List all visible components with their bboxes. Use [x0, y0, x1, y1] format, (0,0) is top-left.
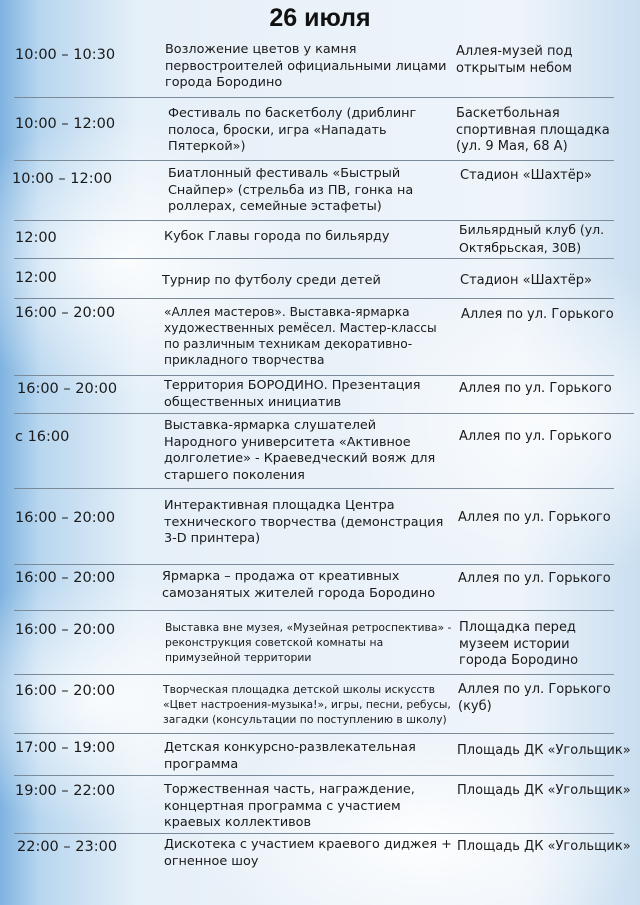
- event-location: Аллея по ул. Горького: [458, 571, 611, 586]
- row-divider: [14, 258, 614, 259]
- row-divider: [14, 610, 614, 611]
- event-time: 16:00 – 20:00: [15, 305, 116, 321]
- event-time: 16:00 – 20:00: [15, 622, 116, 638]
- row-divider: [14, 488, 614, 489]
- row-divider: [14, 160, 614, 161]
- event-description: Ярмарка – продажа от креативных самозанятых жителей города Бородино: [162, 569, 436, 601]
- row-divider: [14, 564, 614, 565]
- event-location: Аллея по ул. Горького: [458, 510, 611, 525]
- event-time: 17:00 – 19:00: [15, 740, 116, 756]
- event-location: Площадь ДК «Угольщик»: [457, 839, 631, 854]
- event-location: Аллея по ул. Горького (куб): [458, 682, 611, 714]
- event-location: Аллея по ул. Горького: [461, 307, 614, 322]
- event-description: Выставка-ярмарка слушателей Народного университета «Активное долголетие» - Краеведческий вояж для старшего поколения: [164, 418, 436, 483]
- row-divider: [14, 298, 614, 299]
- event-time: 16:00 – 20:00: [15, 683, 116, 699]
- row-divider: [14, 97, 614, 98]
- event-location: Аллея по ул. Горького: [459, 429, 612, 444]
- event-location: Баскетбольная спортивная площадка (ул. 9 Мая, 68 А): [456, 106, 610, 154]
- page-title: 26 июля: [269, 4, 371, 32]
- row-divider: [14, 413, 634, 414]
- event-description: Турнир по футболу среди детей: [162, 273, 381, 288]
- row-divider: [14, 733, 614, 734]
- event-location: Площадь ДК «Угольщик»: [457, 743, 631, 758]
- event-description: Кубок Главы города по бильярду: [164, 229, 390, 244]
- event-description: Биатлонный фестиваль «Быстрый Снайпер» (стрельба из ПВ, гонка на роллерах, семейные эстафеты): [168, 166, 414, 214]
- event-description: Творческая площадка детской школы искусств «Цвет настроения-музыка!», игры, песни, ребусы, загадки (консультации по поступлению в школу): [163, 683, 451, 726]
- event-description: «Аллея мастеров». Выставка-ярмарка художественных ремёсел. Мастер-классы по различным техникам декоративно-прикладного творчества: [164, 305, 437, 367]
- event-location: Стадион «Шахтёр»: [460, 273, 592, 288]
- event-description: Интерактивная площадка Центра технического творчества (демонстрация 3-D принтера): [164, 498, 444, 546]
- event-description: Возложение цветов у камня первостроителей официальными лицами города Бородино: [165, 42, 447, 90]
- event-time: 10:00 – 10:30: [15, 47, 116, 63]
- event-location: Стадион «Шахтёр»: [460, 168, 592, 183]
- event-time: 22:00 – 23:00: [17, 839, 118, 855]
- event-description: Территория БОРОДИНО. Презентация общественных инициатив: [164, 378, 421, 410]
- event-description: Детская конкурсно-развлекательная программа: [164, 740, 416, 772]
- event-description: Торжественная часть, награждение, концертная программа с участием краевых коллективов: [164, 782, 415, 830]
- event-location: Аллея по ул. Горького: [459, 381, 612, 396]
- event-time: 12:00: [15, 270, 57, 286]
- event-time: 19:00 – 22:00: [15, 783, 116, 799]
- row-divider: [14, 775, 614, 776]
- event-description: Фестиваль по баскетболу (дриблинг полоса, броски, игра «Нападать Пятеркой»): [168, 106, 417, 154]
- event-time: 12:00: [15, 230, 57, 246]
- row-divider: [14, 375, 614, 376]
- event-time: 16:00 – 20:00: [15, 570, 116, 586]
- event-time: 16:00 – 20:00: [17, 381, 118, 397]
- event-time: 10:00 – 12:00: [15, 116, 116, 132]
- event-description: Дискотека с участием краевого диджея + огненное шоу: [164, 837, 452, 869]
- row-divider: [14, 833, 614, 834]
- event-time: с 16:00: [15, 429, 70, 445]
- event-time: 10:00 – 12:00: [12, 171, 113, 187]
- event-location: Площадь ДК «Угольщик»: [457, 783, 631, 798]
- event-location: Аллея-музей под открытым небом: [456, 44, 573, 76]
- event-location: Бильярдный клуб (ул. Октябрьская, 30В): [459, 222, 605, 255]
- event-location: Площадка перед музеем истории города Бородино: [459, 620, 579, 668]
- event-description: Выставка вне музея, «Музейная ретроспектива» - реконструкция советской комнаты на примузейной территории: [165, 621, 452, 664]
- event-time: 16:00 – 20:00: [15, 510, 116, 526]
- row-divider: [14, 674, 614, 675]
